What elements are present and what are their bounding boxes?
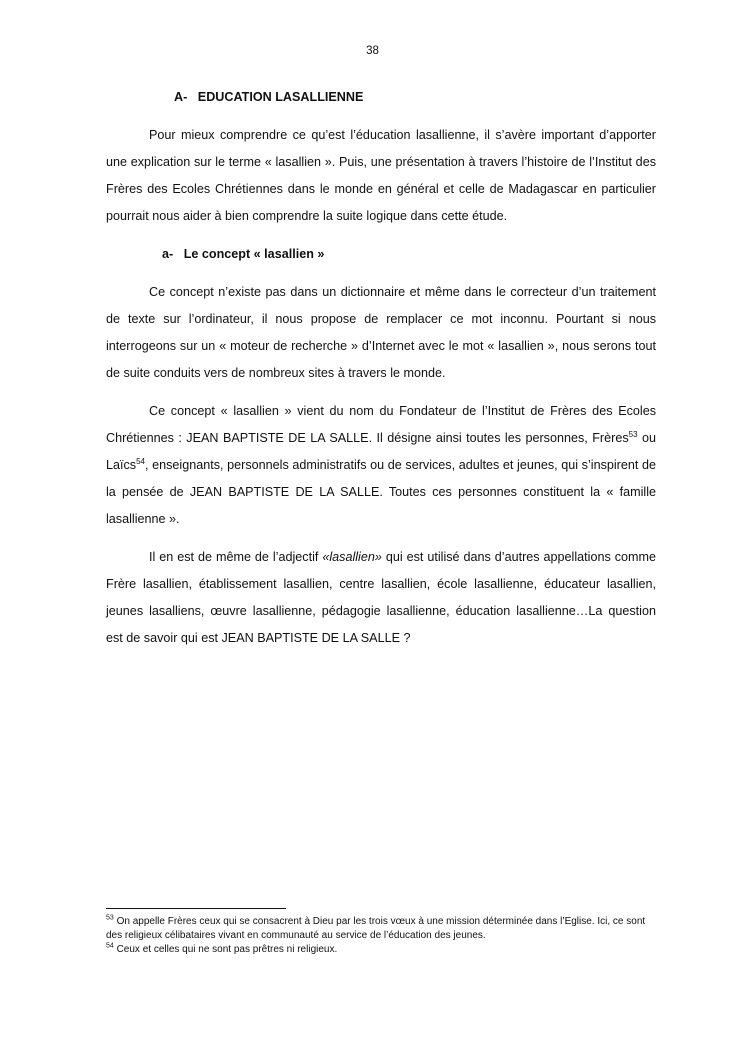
paragraph-adjective <box>106 544 656 652</box>
subsection-heading <box>106 241 656 268</box>
footnote-text: On appelle Frères ceux qui se consacrent à Dieu par les trois vœux à une mission déterminée dans l’Eglise. Ici, ce sont des religieux célibataires vivant en communauté au service de l’éducation des jeunes. <box>106 916 646 941</box>
subsection-title: Le concept « lasallien » <box>183 247 325 261</box>
footnote-text: Ceux et celles qui ne sont pas prêtres ni religieux. <box>113 944 338 955</box>
emphasis-lasallien: «lasallien» <box>322 550 382 564</box>
paragraph-concept-definition: Ce concept n’existe pas dans un dictionnaire et même dans le correcteur d’un traitement de texte sur l’ordinateur, il nous propose de remplacer ce mot inconnu. Pourtant si nous interrogeons sur un « moteur de recherche » d’Internet avec le mot « lasallien », nous serons tout de suite conduits vers de nombreux sites à travers le monde. <box>106 285 656 380</box>
paragraph-concept-origin <box>106 398 656 533</box>
footnote-54 <box>106 943 656 957</box>
footnote-53 <box>106 915 656 943</box>
footnote-number: 53 <box>106 914 114 922</box>
footnote-number: 54 <box>106 942 114 950</box>
section-title: EDUCATION LASALLIENNE <box>197 90 364 104</box>
footnote-divider <box>106 908 286 909</box>
paragraph-text: , enseignants, personnels administratifs ou de services, adultes et jeunes, qui s’inspirent de la pensée de JEAN BAPTISTE DE LA SALLE. Toutes ces personnes constituent la « famille lasallienne ». <box>106 458 656 526</box>
document-body <box>106 84 656 663</box>
paragraph-text: Ce concept « lasallien » vient du nom du Fondateur de l’Institut de Frères des Ecoles Chrétiennes : JEAN BAPTISTE DE LA SALLE. Il désigne ainsi toutes les personnes, Frères <box>106 404 656 445</box>
paragraph-text: qui est utilisé dans d’autres appellations comme Frère lasallien, établissement lasallien, centre lasallien, école lasallienne, éducateur lasallien, jeunes lasalliens, œuvre lasallienne, pédagogie lasallienne, éducation lasallienne…La question est de savoir qui est JEAN BAPTISTE DE LA SALLE ? <box>106 550 656 645</box>
footnote-ref-53: 53 <box>628 429 638 439</box>
paragraph-text: ou Laïcs <box>106 431 656 472</box>
section-label: A- <box>174 90 188 104</box>
footnote-ref-54: 54 <box>136 456 146 466</box>
intro-paragraph: Pour mieux comprendre ce qu’est l’éducation lasallienne, il s’avère important d’apporter une explication sur le terme « lasallien ». Puis, une présentation à travers l’histoire de l’Institut des Frères des Ecoles Chrétiennes dans le monde en général et celle de Madagascar en particulier pourrait nous aider à bien comprendre la suite logique dans cette étude. <box>106 128 656 223</box>
subsection-label: a- <box>162 247 174 261</box>
section-heading <box>106 84 656 111</box>
footnotes <box>106 908 656 957</box>
page-number: 38 <box>366 45 379 57</box>
paragraph-text: Il en est de même de l’adjectif <box>149 550 323 564</box>
